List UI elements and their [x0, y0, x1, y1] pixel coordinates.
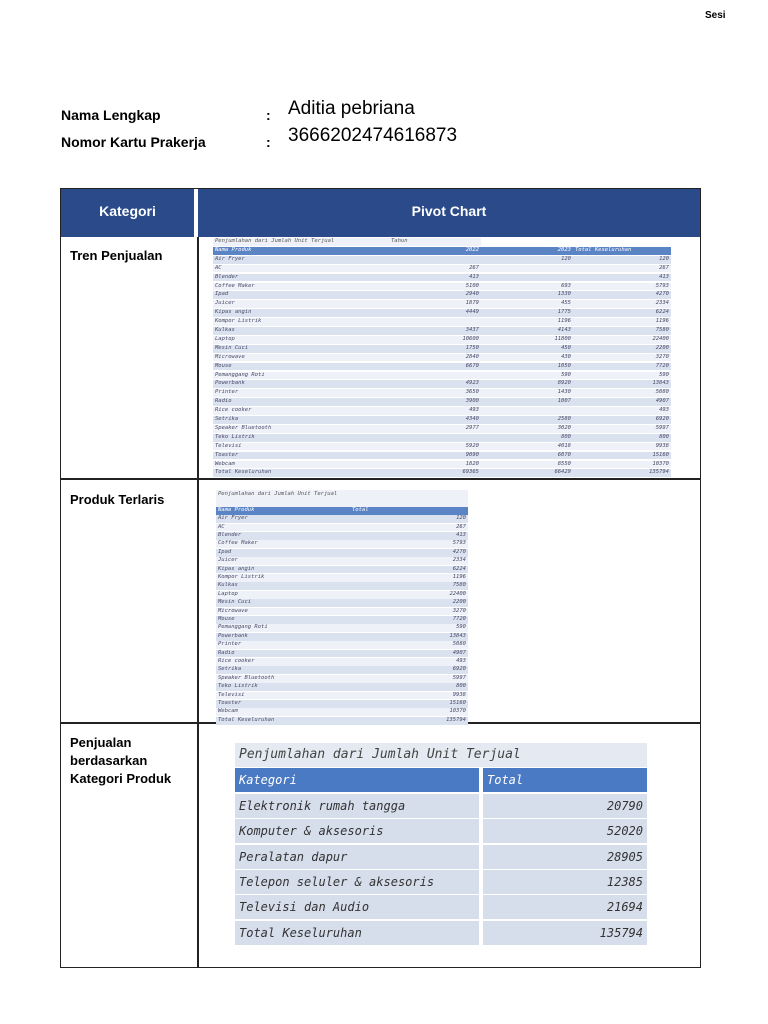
pivot-trend-cell: 800 — [481, 434, 573, 442]
pivot-top-cell: 2200 — [350, 599, 468, 607]
pivot-top-cell: Kompor Listrik — [216, 574, 350, 582]
pivot-top-row — [216, 540, 468, 548]
pivot-top-row — [216, 557, 468, 565]
pivot-trend-cell: 590 — [481, 372, 573, 380]
pivot-category-cell: Peralatan dapur — [235, 845, 479, 869]
pivot-trend-cell: Mesin Cuci — [213, 345, 389, 353]
pivot-top-cell: Ipad — [216, 549, 350, 557]
pivot-trend-row — [213, 461, 671, 469]
pivot-trend-row — [213, 265, 671, 273]
pivot-trend-cell: Kipas angin — [213, 309, 389, 317]
pivot-top-row — [216, 683, 468, 691]
pivot-top-cell: Coffee Maker — [216, 540, 350, 548]
pivot-trend-cell: 120 — [481, 256, 573, 264]
pivot-trend-cell: 413 — [573, 274, 671, 282]
pivot-trend-row — [213, 452, 671, 460]
pivot-trend-cell: 2940 — [389, 291, 481, 299]
pivot-trend-cell: Total Keseluruhan — [213, 469, 389, 477]
pivot-trend-cell: Printer — [213, 389, 389, 397]
pivot-trend-cell: Radio — [213, 398, 389, 406]
pivot-trend-row — [213, 283, 671, 291]
pivot-trend-cell: 69365 — [389, 469, 481, 477]
pivot-top-products-table — [216, 490, 470, 723]
pivot-trend-cell: 267 — [389, 265, 481, 273]
pivot-top-cell: 493 — [350, 658, 468, 666]
pivot-trend-row — [213, 274, 671, 282]
pivot-trend-cell: 450 — [481, 345, 573, 353]
identity-block — [61, 95, 481, 182]
pivot-trend-cell: 3270 — [573, 354, 671, 362]
pivot-trend-cell: 800 — [573, 434, 671, 442]
session-label: Sesi — [705, 10, 726, 21]
pivot-top-cell: 7580 — [350, 582, 468, 590]
pivot-category-cell: Elektronik rumah tangga — [235, 794, 479, 818]
pivot-top-cell: 120 — [350, 515, 468, 523]
category-penjualan-kategori: Penjualan berdasarkan Kategori Produk — [70, 735, 172, 786]
name-colon: : — [266, 107, 271, 123]
pivot-trend-cell: 7720 — [573, 363, 671, 371]
pivot-trend-row — [213, 256, 671, 264]
pivot-trend-cell: 4018 — [481, 443, 573, 451]
pivot-trend-header-cell: Nama Produk — [213, 247, 389, 255]
column-divider — [197, 237, 199, 967]
pivot-top-cell: 1196 — [350, 574, 468, 582]
pivot-trend-cell: 22400 — [573, 336, 671, 344]
pivot-trend-cell: Rice cooker — [213, 407, 389, 415]
pivot-trend-cell: 4449 — [389, 309, 481, 317]
pivot-trend-cell: 4143 — [481, 327, 573, 335]
pivot-top-cell: 5997 — [350, 675, 468, 683]
pivot-trend-cell: Televisi — [213, 443, 389, 451]
pivot-trend-cell: 6224 — [573, 309, 671, 317]
pivot-trend-cell: 1775 — [481, 309, 573, 317]
pivot-trend-row — [213, 363, 671, 371]
pivot-trend-cell: 2977 — [389, 425, 481, 433]
pivot-trend-cell: Speaker Bluetooth — [213, 425, 389, 433]
pivot-trend-cell: 7580 — [573, 327, 671, 335]
pivot-trend-table — [213, 238, 675, 478]
pivot-trend-cell: 8550 — [481, 461, 573, 469]
pivot-top-cell: 13843 — [350, 633, 468, 641]
pivot-trend-row — [213, 300, 671, 308]
pivot-top-row — [216, 700, 468, 708]
pivot-trend-cell: Pemanggang Roti — [213, 372, 389, 380]
pivot-trend-cell: AC — [213, 265, 389, 273]
pivot-top-row — [216, 608, 468, 616]
header-pivot-chart: Pivot Chart — [198, 189, 700, 237]
pivot-top-row — [216, 624, 468, 632]
pivot-trend-cell: 3020 — [481, 425, 573, 433]
pivot-top-cell: Mouse — [216, 616, 350, 624]
pivot-trend-cell: 3437 — [389, 327, 481, 335]
pivot-trend-cell — [389, 318, 481, 326]
pivot-trend-cell: 11800 — [481, 336, 573, 344]
pivot-top-cell: Kipas angin — [216, 566, 350, 574]
pivot-top-row — [216, 574, 468, 582]
pivot-top-cell: 267 — [350, 524, 468, 532]
pivot-top-row — [216, 599, 468, 607]
pivot-trend-title — [213, 238, 481, 246]
pivot-trend-cell: 5920 — [389, 443, 481, 451]
pivot-trend-title-year: Tahun — [389, 238, 481, 246]
pivot-top-row — [216, 675, 468, 683]
pivot-top-row — [216, 616, 468, 624]
pivot-trend-row — [213, 469, 671, 477]
pivot-trend-cell: 5080 — [573, 389, 671, 397]
pivot-trend-cell: 135794 — [573, 469, 671, 477]
pivot-trend-row — [213, 291, 671, 299]
pivot-trend-row — [213, 434, 671, 442]
pivot-category-cell: Telepon seluler & aksesoris — [235, 870, 479, 894]
pivot-top-cell: Teko Listrik — [216, 683, 350, 691]
pivot-trend-cell: 1330 — [481, 291, 573, 299]
pivot-trend-cell: 1430 — [481, 389, 573, 397]
pivot-trend-cell — [389, 256, 481, 264]
pivot-top-cell: 15160 — [350, 700, 468, 708]
pivot-trend-row — [213, 443, 671, 451]
pivot-top-header — [216, 507, 468, 515]
category-tren-penjualan: Tren Penjualan — [70, 248, 163, 263]
pivot-top-cell: 3270 — [350, 608, 468, 616]
pivot-trend-cell: 6670 — [389, 363, 481, 371]
pivot-trend-cell: 1196 — [573, 318, 671, 326]
pivot-category-row — [235, 819, 647, 843]
pivot-category-cell: 21694 — [483, 895, 647, 919]
pivot-category-cell: 28905 — [483, 845, 647, 869]
pivot-category-cell: 135794 — [483, 921, 647, 945]
pivot-top-cell: Rice cooker — [216, 658, 350, 666]
pivot-category-cell: 12385 — [483, 870, 647, 894]
pivot-trend-cell: 8920 — [481, 380, 573, 388]
pivot-top-row — [216, 717, 468, 725]
pivot-trend-cell: 2580 — [481, 416, 573, 424]
pivot-top-cell: Printer — [216, 641, 350, 649]
pivot-trend-cell: 2840 — [389, 354, 481, 362]
pivot-category-title-text: Penjumlahan dari Jumlah Unit Terjual — [235, 743, 647, 767]
card-colon: : — [266, 134, 271, 150]
pivot-top-row — [216, 582, 468, 590]
pivot-category-row — [235, 794, 647, 818]
pivot-trend-cell: 5100 — [389, 283, 481, 291]
pivot-trend-cell: 493 — [389, 407, 481, 415]
pivot-top-cell: 5080 — [350, 641, 468, 649]
pivot-top-cell: 22400 — [350, 591, 468, 599]
pivot-top-cell: 4270 — [350, 549, 468, 557]
pivot-top-cell: 800 — [350, 683, 468, 691]
pivot-top-row — [216, 566, 468, 574]
pivot-category-row — [235, 870, 647, 894]
pivot-trend-cell: 5793 — [573, 283, 671, 291]
pivot-top-cell: Setrika — [216, 666, 350, 674]
pivot-trend-cell: Kompor Listrik — [213, 318, 389, 326]
pivot-top-cell: Powerbank — [216, 633, 350, 641]
pivot-trend-header-cell: Total Keseluruhan — [573, 247, 671, 255]
pivot-top-cell: 413 — [350, 532, 468, 540]
pivot-trend-cell: 5997 — [573, 425, 671, 433]
pivot-trend-cell: Teko Listrik — [213, 434, 389, 442]
pivot-top-cell: Total Keseluruhan — [216, 717, 350, 725]
pivot-trend-row — [213, 425, 671, 433]
pivot-category-title — [235, 743, 647, 767]
pivot-top-cell: 7720 — [350, 616, 468, 624]
row-divider-1 — [61, 478, 700, 480]
pivot-top-row — [216, 666, 468, 674]
pivot-category-cell: 52020 — [483, 819, 647, 843]
pivot-top-cell: Mesin Cuci — [216, 599, 350, 607]
pivot-trend-row — [213, 336, 671, 344]
pivot-top-row — [216, 641, 468, 649]
pivot-trend-cell: Powerbank — [213, 380, 389, 388]
pivot-trend-row — [213, 327, 671, 335]
pivot-category-row — [235, 921, 647, 945]
pivot-trend-cell: 590 — [573, 372, 671, 380]
pivot-trend-header — [213, 247, 671, 255]
pivot-trend-row — [213, 407, 671, 415]
pivot-trend-cell: 430 — [481, 354, 573, 362]
pivot-trend-cell — [481, 274, 573, 282]
pivot-top-cell: Televisi — [216, 692, 350, 700]
pivot-trend-cell — [389, 372, 481, 380]
pivot-trend-cell: 1196 — [481, 318, 573, 326]
pivot-trend-header-cell: 2023 — [481, 247, 573, 255]
pivot-trend-cell: 4923 — [389, 380, 481, 388]
pivot-trend-cell: 1007 — [481, 398, 573, 406]
pivot-top-cell: 590 — [350, 624, 468, 632]
pivot-trend-cell — [389, 434, 481, 442]
pivot-trend-header-cell: 2022 — [389, 247, 481, 255]
pivot-top-cell: 6920 — [350, 666, 468, 674]
pivot-trend-cell: 9090 — [389, 452, 481, 460]
pivot-top-row — [216, 658, 468, 666]
pivot-top-cell: 9938 — [350, 692, 468, 700]
pivot-trend-cell: Laptop — [213, 336, 389, 344]
pivot-top-row — [216, 532, 468, 540]
pivot-trend-cell: 413 — [389, 274, 481, 282]
pivot-trend-row — [213, 345, 671, 353]
name-row — [61, 95, 481, 122]
pivot-trend-cell: 267 — [573, 265, 671, 273]
name-value: Aditia pebriana — [288, 98, 415, 119]
pivot-trend-cell: Kulkas — [213, 327, 389, 335]
pivot-top-header-cell: Total — [350, 507, 468, 515]
pivot-top-row — [216, 633, 468, 641]
pivot-trend-cell: Microwave — [213, 354, 389, 362]
pivot-trend-cell — [481, 407, 573, 415]
pivot-trend-row — [213, 380, 671, 388]
card-value: 3666202474616873 — [288, 125, 458, 146]
pivot-top-title-text: Penjumlahan dari Jumlah Unit Terjual — [216, 490, 350, 507]
pivot-trend-cell: 2200 — [573, 345, 671, 353]
pivot-top-row — [216, 650, 468, 658]
name-label: Nama Lengkap — [61, 107, 161, 123]
pivot-trend-cell: 493 — [573, 407, 671, 415]
pivot-category-cell: Komputer & aksesoris — [235, 819, 479, 843]
pivot-top-cell: Microwave — [216, 608, 350, 616]
pivot-trend-cell: Juicer — [213, 300, 389, 308]
pivot-category-row — [235, 895, 647, 919]
pivot-trend-cell: 3900 — [389, 398, 481, 406]
pivot-top-row — [216, 515, 468, 523]
pivot-top-cell: Juicer — [216, 557, 350, 565]
pivot-top-cell: 10370 — [350, 708, 468, 716]
pivot-top-title — [216, 490, 468, 507]
pivot-trend-row — [213, 354, 671, 362]
pivot-trend-cell: 10600 — [389, 336, 481, 344]
pivot-trend-cell: 10370 — [573, 461, 671, 469]
pivot-top-cell: 135794 — [350, 717, 468, 725]
pivot-trend-cell: 4340 — [389, 416, 481, 424]
pivot-trend-cell — [481, 265, 573, 273]
pivot-trend-row — [213, 398, 671, 406]
card-row — [61, 122, 481, 182]
pivot-trend-cell: 9938 — [573, 443, 671, 451]
pivot-trend-row — [213, 416, 671, 424]
pivot-trend-row — [213, 372, 671, 380]
pivot-trend-cell: Coffee Maker — [213, 283, 389, 291]
pivot-top-cell: Speaker Bluetooth — [216, 675, 350, 683]
pivot-trend-cell: Setrika — [213, 416, 389, 424]
pivot-trend-row — [213, 318, 671, 326]
pivot-top-cell: Kulkas — [216, 582, 350, 590]
pivot-top-row — [216, 591, 468, 599]
pivot-trend-cell: 1050 — [481, 363, 573, 371]
pivot-trend-cell: 6920 — [573, 416, 671, 424]
pivot-trend-cell: 13843 — [573, 380, 671, 388]
pivot-top-cell: 4907 — [350, 650, 468, 658]
pivot-trend-title-text: Penjumlahan dari Jumlah Unit Terjual — [213, 238, 389, 246]
pivot-category-header-cell: Total — [483, 768, 647, 792]
pivot-trend-cell: 66429 — [481, 469, 573, 477]
pivot-trend-cell: 693 — [481, 283, 573, 291]
pivot-top-row — [216, 692, 468, 700]
pivot-trend-cell: 4270 — [573, 291, 671, 299]
pivot-trend-cell: Toaster — [213, 452, 389, 460]
pivot-top-cell: 6224 — [350, 566, 468, 574]
pivot-category-cell: Total Keseluruhan — [235, 921, 479, 945]
pivot-trend-cell: 120 — [573, 256, 671, 264]
pivot-top-cell: 2334 — [350, 557, 468, 565]
pivot-trend-cell: 1820 — [389, 461, 481, 469]
pivot-trend-cell: Mouse — [213, 363, 389, 371]
pivot-trend-cell: 1750 — [389, 345, 481, 353]
card-label: Nomor Kartu Prakerja — [61, 134, 206, 150]
pivot-trend-cell: Blender — [213, 274, 389, 282]
pivot-trend-cell: Ipad — [213, 291, 389, 299]
pivot-trend-cell: 15160 — [573, 452, 671, 460]
pivot-top-cell: Air Fryer — [216, 515, 350, 523]
pivot-trend-cell: 455 — [481, 300, 573, 308]
pivot-trend-cell: 1879 — [389, 300, 481, 308]
pivot-trend-cell: Webcam — [213, 461, 389, 469]
pivot-trend-row — [213, 309, 671, 317]
pivot-trend-cell: 3650 — [389, 389, 481, 397]
pivot-top-row — [216, 524, 468, 532]
header-kategori: Kategori — [61, 189, 196, 237]
pivot-trend-cell: 6070 — [481, 452, 573, 460]
pivot-top-title-blank — [350, 490, 468, 507]
pivot-top-cell: Radio — [216, 650, 350, 658]
pivot-category-header-cell: Kategori — [235, 768, 479, 792]
pivot-top-cell: AC — [216, 524, 350, 532]
pivot-top-cell: Webcam — [216, 708, 350, 716]
pivot-trend-row — [213, 389, 671, 397]
pivot-trend-cell: 2334 — [573, 300, 671, 308]
pivot-top-cell: Laptop — [216, 591, 350, 599]
pivot-top-row — [216, 549, 468, 557]
pivot-top-row — [216, 708, 468, 716]
pivot-top-header-cell: Nama Produk — [216, 507, 350, 515]
category-produk-terlaris: Produk Terlaris — [70, 492, 165, 507]
pivot-top-cell: Toaster — [216, 700, 350, 708]
pivot-category-row — [235, 845, 647, 869]
pivot-category-header — [235, 768, 647, 792]
pivot-top-cell: 5793 — [350, 540, 468, 548]
pivot-top-cell: Blender — [216, 532, 350, 540]
pivot-category-cell: Televisi dan Audio — [235, 895, 479, 919]
pivot-trend-cell: 4907 — [573, 398, 671, 406]
pivot-category-cell: 20790 — [483, 794, 647, 818]
pivot-top-cell: Pemanggang Roti — [216, 624, 350, 632]
pivot-trend-cell: Air Fryer — [213, 256, 389, 264]
